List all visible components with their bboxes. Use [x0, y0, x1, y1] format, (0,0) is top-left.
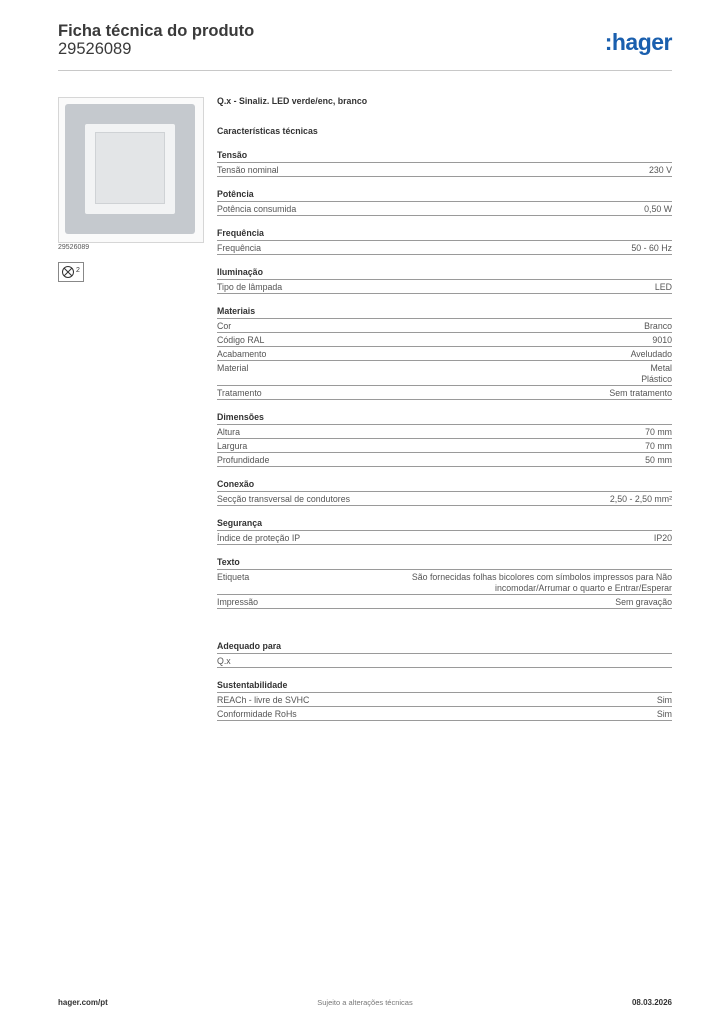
- spec-group-title: Frequência: [217, 226, 672, 241]
- spec-row: [217, 163, 672, 177]
- product-name: Q.x - Sinaliz. LED verde/enc, branco: [217, 96, 368, 106]
- spec-label: Tipo de lâmpada: [217, 282, 283, 292]
- spec-label: REACh - livre de SVHC: [217, 695, 310, 705]
- spec-row: [217, 693, 672, 707]
- spec-row: [217, 280, 672, 294]
- spec-value: 70 mm: [645, 427, 672, 437]
- spec-row: [217, 453, 672, 467]
- spec-label: Altura: [217, 427, 240, 437]
- spec-value: Sem tratamento: [609, 388, 672, 398]
- spec-row: [217, 707, 672, 721]
- spec-label: Material: [217, 363, 249, 373]
- hager-logo: :hager: [604, 29, 672, 55]
- spec-group-title: Materiais: [217, 304, 672, 319]
- section-heading: Características técnicas: [217, 126, 318, 136]
- spec-value: Branco: [644, 321, 672, 331]
- spec-value: 230 V: [649, 165, 672, 175]
- spec-value: 50 mm: [645, 455, 672, 465]
- lamp-symbol-count: 2: [76, 267, 80, 274]
- spec-group: [217, 639, 672, 668]
- spec-groups-extra: [217, 639, 672, 721]
- spec-row: [217, 319, 672, 333]
- spec-value: 70 mm: [645, 441, 672, 451]
- spec-value: LED: [654, 282, 672, 292]
- spec-label: Cor: [217, 321, 232, 331]
- spec-group: [217, 187, 672, 216]
- product-image: [58, 97, 204, 243]
- spec-label: Secção transversal de condutores: [217, 494, 351, 504]
- spec-row: [217, 439, 672, 453]
- spec-row: [217, 654, 672, 668]
- spec-group-title: Dimensões: [217, 410, 672, 425]
- spec-value: 2,50 - 2,50 mm²: [609, 494, 672, 504]
- spec-row: [217, 595, 672, 609]
- spec-label: Q.x: [217, 656, 231, 666]
- spec-group-title: Texto: [217, 555, 672, 570]
- page-header: [58, 20, 672, 71]
- spec-group: [217, 516, 672, 545]
- spec-value: São fornecidas folhas bicolores com símbolos impressos para Não incomodar/Arrumar o quarto e Entrar/Esperar: [411, 572, 672, 593]
- footer-date: 08.03.2026: [631, 998, 672, 1007]
- spec-label: Largura: [217, 441, 248, 451]
- spec-label: Frequência: [217, 243, 262, 253]
- spec-value: Sim: [656, 695, 672, 705]
- spec-row: [217, 361, 672, 386]
- spec-group: [217, 678, 672, 721]
- spec-group: [217, 304, 672, 400]
- spec-group-title: Iluminação: [217, 265, 672, 280]
- spec-group-title: Adequado para: [217, 639, 672, 654]
- spec-value: Sem gravação: [615, 597, 672, 607]
- spec-row: [217, 347, 672, 361]
- spec-groups: [217, 148, 672, 609]
- spec-group: [217, 410, 672, 467]
- spec-row: [217, 531, 672, 545]
- spec-value: 50 - 60 Hz: [631, 243, 672, 253]
- spec-label: Profundidade: [217, 455, 270, 465]
- spec-value: Aveludado: [630, 349, 672, 359]
- spec-group-title: Sustentabilidade: [217, 678, 672, 693]
- footer-website: hager.com/pt: [58, 998, 108, 1007]
- spec-group: [217, 265, 672, 294]
- spacer: [217, 609, 672, 629]
- lamp-symbol-icon: [58, 262, 84, 282]
- spec-group-title: Segurança: [217, 516, 672, 531]
- spec-label: Etiqueta: [217, 572, 250, 582]
- spec-row: [217, 492, 672, 506]
- spec-label: Tratamento: [217, 388, 262, 398]
- led-lens: [95, 132, 165, 204]
- spec-row: [217, 241, 672, 255]
- spec-group: [217, 477, 672, 506]
- spec-group: [217, 148, 672, 177]
- spec-label: Tensão nominal: [217, 165, 279, 175]
- spec-group-title: Potência: [217, 187, 672, 202]
- spec-value: Sim: [656, 709, 672, 719]
- spec-label: Conformidade RoHs: [217, 709, 297, 719]
- product-code: 29526089: [58, 40, 132, 58]
- spec-value: 0,50 W: [644, 204, 672, 214]
- spec-row: [217, 386, 672, 400]
- spec-group-title: Tensão: [217, 148, 672, 163]
- spec-row: [217, 333, 672, 347]
- insert-frame: [85, 124, 175, 214]
- spec-label: Impressão: [217, 597, 259, 607]
- spec-label: Índice de proteção IP: [217, 533, 301, 543]
- spec-row: [217, 202, 672, 216]
- spec-group: [217, 226, 672, 255]
- spec-label: Código RAL: [217, 335, 265, 345]
- spec-value: 9010: [652, 335, 672, 345]
- spec-label: Potência consumida: [217, 204, 297, 214]
- spec-label: Acabamento: [217, 349, 267, 359]
- spec-group: [217, 555, 672, 609]
- spec-group-title: Conexão: [217, 477, 672, 492]
- image-caption: 29526089: [58, 244, 90, 251]
- page-title: Ficha técnica do produto: [58, 22, 255, 40]
- cover-plate: [65, 104, 195, 234]
- footer-disclaimer: Sujeito a alterações técnicas: [317, 998, 413, 1007]
- spec-row: [217, 425, 672, 439]
- spec-row: [217, 570, 672, 595]
- spec-value: Metal Plástico: [641, 363, 672, 384]
- spec-content: [217, 94, 672, 721]
- spec-value: IP20: [653, 533, 672, 543]
